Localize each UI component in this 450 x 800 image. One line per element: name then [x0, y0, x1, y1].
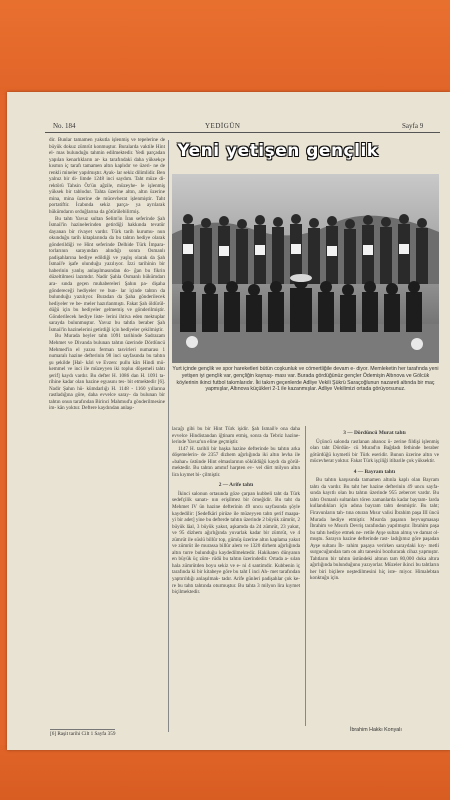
column-divider — [305, 426, 306, 726]
paragraph: Bu tahtı Yavuz sultan Selim'in İran seferinde Şah İsmail'in hazinelerinden getirdiği hakkında tevatür dayanan bir rivayet vardır. Türk tarih kurumu- nun okunduğu tarih kitaplarında da bu tahtın hediye olarak gönderildiği ve Hint seferinde Delhide Türk İmpara- torlarının sarayından alındığı sonra Osmanlı padişahlarına hediye edildiği ve yaşlış olarak da Şah İsmail'e işafe olunduğu yazılıyor. İzzi tarihinin bir haberinin yanlış anlaşılmasından do- ğan bu fikrin düzeltilmesi lazımdır. Nadir Şahla Osmanlı hükümdarı ara- sında geçen muhabereleri Şahın pa- dişaha göndereceği hediyeler ve bun- lar içinde tahtın da bulunduğu yazılıyor. Buradan da Şaha gönderilecek hediyeler ve be- meler hazırlanmıştı. Fakat Şah öldürül- düğü için bu hediyeler gelmemiş ve gönderilmiştir. Gönderilecek hediye liste- lerini ihtiva eden mektuplar sarayda bulunmuştur. Yavuz bu tahtla beraber Şah İsmail'in hazinelerini getirdiği için hediyeler çekilmiştir. — [49, 215, 165, 333]
column-3 — [310, 426, 439, 724]
column-divider — [168, 140, 169, 732]
paragraph: dir. Bunlar tamamen yakutla işlenmiş ve tepelerine de büyük dokuz zümrüt konmuştur. Buralarda vaktile Hint el- mas bulunduğu tahmin edilmektedir. Yedi parçadan yapılan kenarlıkların ar- ka tarafındaki daha yüksekçe kısmın iç tarafı tamamen altın kaplıdır ve üzeri- ne de renkli mineler yapılmıştır. Ayak- lar sekiz dilimlidir. Ben yalnız bir di- limde 1248 inci saydım. Taht müze di- rektörü Tahsin Öz'ün ağzile, müzeyhe- le işlenmiş yüksek bir tablodur. Tahta üzerine altın, altın üzerine mina, mina üzerine de mücevherat işlenmiştir. Taht portatiftir. İcabında sekiz parça- ya ayrılarak hükümdarın orduğlarına da götürülebilirmiş. — [49, 137, 165, 216]
paragraph: 1147 H. tarihli bir başka hazine defterinde bu tahtın arka döşemelerin- de 2357 dizhem ağırlığında iki altın levha ile «bahar» üstünde Hint elmaslarının söküldüğü kaydı da görül- mektedir. Bu tahtın ammıf harpten ev- vel dört milyon altın lira kıymet bi- çilmiştir. — [172, 445, 300, 478]
background-bottom — [0, 745, 450, 800]
photo-caption: Yurt içinde gençlik ve spor hareketleri bütün coşkunluk ve cömertliğile devam e- diyor. Memleketin her tarafında yeni yetişen iyi gençlik var, gençliğin kaynaş- ması var. Burada gördüğünüz gençler Ödemişin Altınova ve Gölcük köylerinin ikinci futbol takımlarıdır. İki takım geçenlerde Adliye Vekili Şükrü Saraçoğlunun nazareti altında bir maç yapmışlar, Altınova küçükleri 2-1 ile kazanmışlar. Adliye Vekilimizi ortada görüyorsunuz. — [172, 366, 439, 393]
background-top — [0, 0, 450, 95]
section-heading: 3 — Dördüncü Murat tahtı — [343, 430, 406, 436]
footnote: [6] Raşit tarihi Cilt 1 Sayfa 359 — [50, 731, 116, 737]
column-2 — [172, 426, 300, 726]
paragraph: Bu tahtın karşısında tamamen altınla kaplı olan Bayram tahtı da vardır. Bu taht her hazine defterinin 49 uncu sayfa- sında kayıtlı olan bu tahtın üzerinde 955 zebercet vardır. Bu tahtı Osmanlı sultanları tören zamanlarda kadar bayram- larda kullandıkları için adına bayram tahtı denmiştir. Bu taht; Firavunların tah- tına oturan Mısır valisi İbrahim paşa III üncü Murada hediye etmiştir. Mısırda paşanın beyvuşmasaşı İbrahim ve Mısırlı Devriş tarafından yapılmıştır. İbrahim paşa bu tahtı hediye etmek ne- retile Ayşe sultan almış ve damat ol- muştu. Sarayın hazine defterinde rast- ladığımız göre paşadan Ayşe sultanı İb- rahim paşaya verirken saraydaki kıy- metli surgucuğundan tam on altı tanesini bozdurarak cihaz yapmıştır. Tahtların bir tahtın üstündeki altının tam 80,000 duka altıra ağırlığında bulunduğunu yazıyorlar. Müzeler ikinci bu tahtların her biri biçilere neştedilmesini hiç iste- miyor. Himalebtan konktuğu için. — [310, 477, 439, 582]
paragraph: İkinci salonun ortasında göze çarpan kubbeli taht da Türk sedefçilik sanatı- nın erişilmez bir örneğidir. Bu taht da Mehmet IV ün hazine defterinin 49 uncu sayfasında şöyle kaydedilir: [Sedefkâri pirüze ile müzeyyen tahtı şerif maapa- yi bir adet] yine bu defterde tahtın üzerinde 2 büyük zümrüt, 2 büyük lâal, 3 büyük yakut, aşkamda da 24 zümrüt, 23 yakut, ve 95 dizhem ağırlığında yuvarlak kadar bir zümrüt, ve 4 zümrüt ile süslü billûr top, gümüş üzerine altın kaplama yakut ve zümrüt ile murassa billûr alem ve 1320 dirhem ağırlığında altın turre bulunduğu kaydedilmektedir. Hakikaten dünyanın en büyük üç züm- rüdü bu tahtın üzerindedir. Ortada a- sılan hala zümrütden boyu sekiz ve e- ni 4 santimdir. Kubbenin iç tarafında ki bir kitabeye göre bu taht I inci Ah- met tarafından yaptırıldığı anlaşılmak- tadır. Arife günleri padişahlar çok ke- re bu tahtı tahtında oturmuştur. Bu tahta 3 milyon lira kıymet biçilmektedir. — [172, 490, 300, 596]
team-photo — [172, 174, 439, 363]
magazine-page — [7, 92, 450, 750]
section-heading: 2 — Arife tahtı — [218, 482, 254, 489]
issue-number: No. 184 — [53, 122, 76, 130]
page-number: Sayfa 9 — [402, 122, 424, 130]
section-heading: 4 — Bayram tahtı — [353, 468, 396, 475]
magazine-name: YEDİGÜN — [205, 122, 241, 130]
paragraph: lacağı gibi bu bir Hint Türk işidir. Şah İsmail'e ona daha evvelce Hindistandan iğtinam etmiş, sonra da Tebriz hazine- lerinde Yavuz'un eline geçmiştir. — [172, 426, 300, 446]
author-signature: İbrahim Hakkı Konyalı — [350, 727, 402, 733]
column-1 — [49, 137, 165, 727]
paragraph: Üçüncü salonda rastlanan abanoz ü- zerine fildişi işlenmiş olan taht Dördün- cü Murad'ın Bağdadı fethinde beraber götürdüğü kıymetli bir Türk eseridir. Bunun üzerine altın ve mücevherat yoktur. Fakat Türk işçiliği itibarile çok yüksektir. — [310, 438, 439, 465]
paragraph: Bu Murada beyler tahtı 1091 tarihinde Sadrazam Mehmet ve Divanda bulunan tahtın üzerinde Dördüncü Mehmed'in el yazısı ferman tasvirleri numarası 1 numaralı hazine defterinin 98 inci sayfasında bu tahtın şu şekilde [Hal- kâri ve Evzen: pullu kârı Hindi mü- kemmel ve inci ile müzeyyen iki topluı döşemeli tahtı şerif] kaydı vardır. Bu defter H. 1086 dan H. 1091 ta- rihine kadar olan hazine eşyasını tes- bit etmektedir [6]. Nadir Şahın hü- kümdarlığı H. 1148 - 1160 yıllarına rastladığına göre, daha evvelce saray- da bulunan bir tahtın onun tarafından Birinci Mahmud'a gönderilmesine im- kân yoktur. Deftere kaydından anlaşı- — [49, 333, 165, 412]
team-photo-image — [172, 174, 439, 363]
article-title: Yeni yetişen gençlik — [177, 141, 379, 161]
header-rule — [45, 132, 440, 133]
